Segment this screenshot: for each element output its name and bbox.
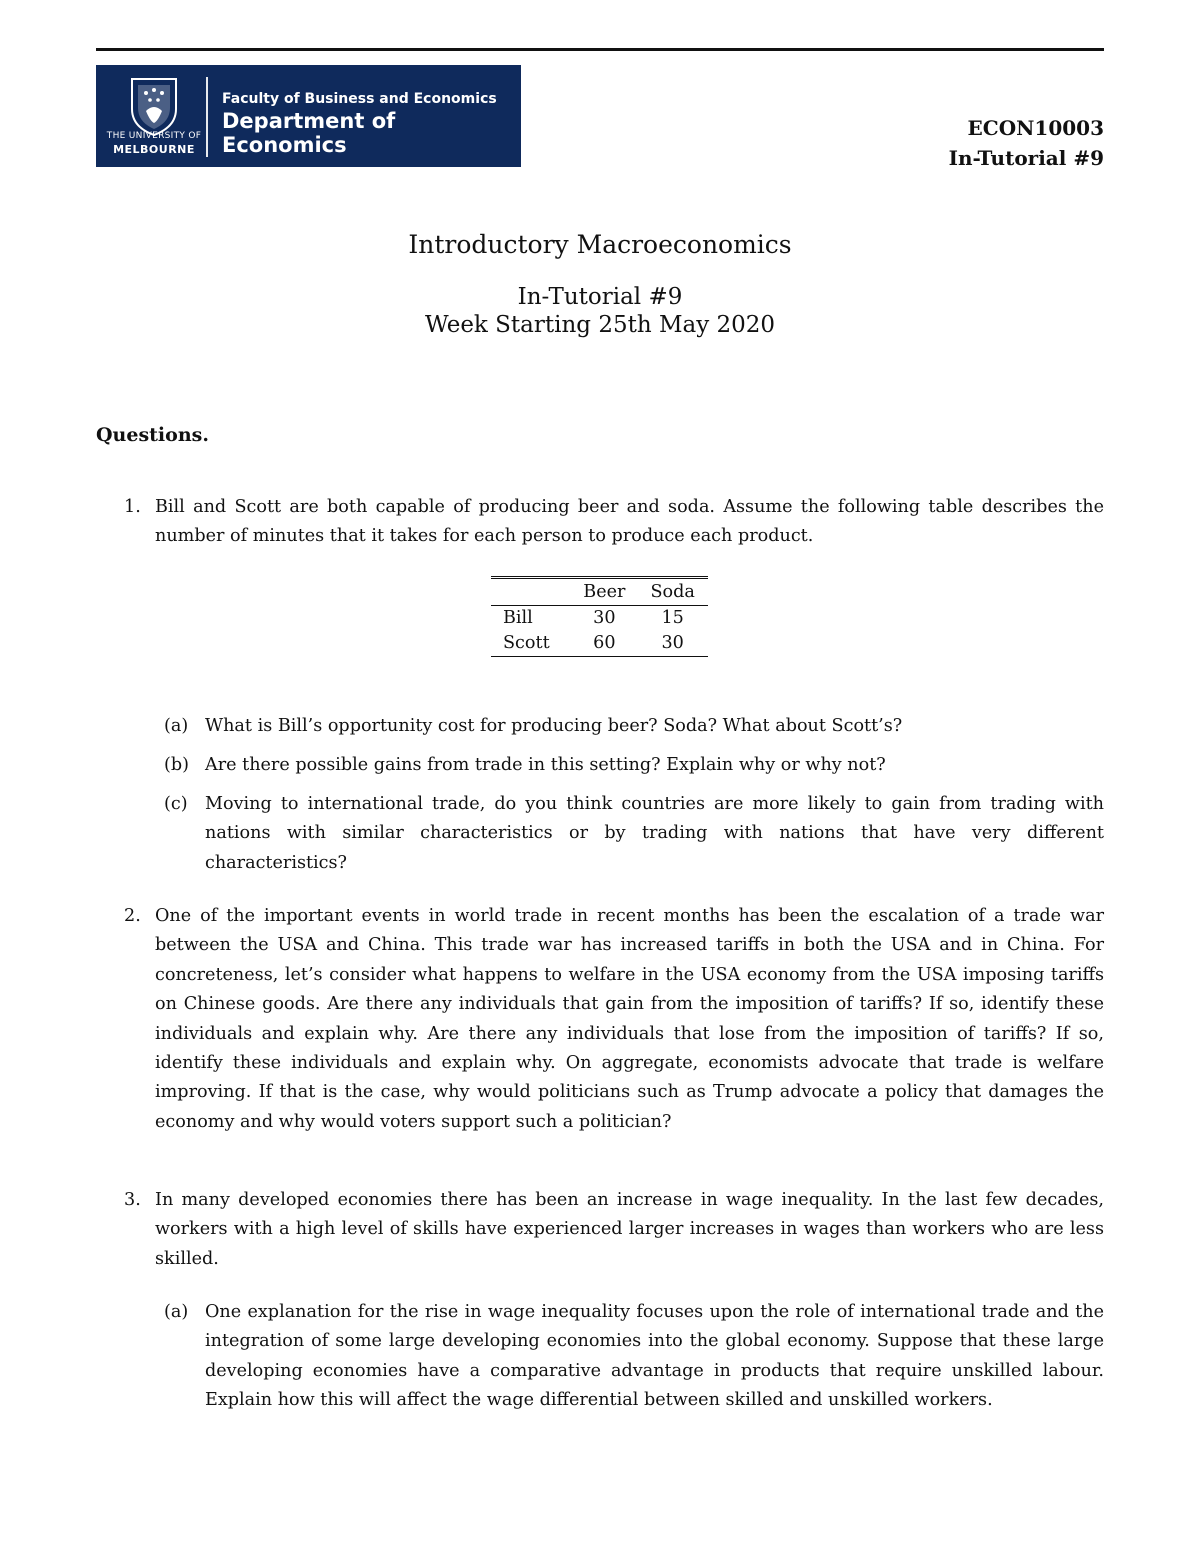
week-line: Week Starting 25th May 2020 — [424, 312, 776, 338]
tutorial-tag: In-Tutorial #9 — [948, 146, 1104, 170]
table-cell: 30 — [637, 631, 708, 657]
faculty-name: Faculty of Business and Economics — [222, 91, 497, 107]
table-header-cell: Beer — [571, 578, 637, 606]
part-text: Are there possible gains from trade in this setting? Explain why or why not? — [205, 755, 886, 775]
part-label: (a) — [164, 716, 189, 736]
logo-divider — [206, 77, 208, 157]
table-cell: 15 — [661, 608, 684, 628]
table-cell: 30 — [593, 608, 616, 628]
table-header-cell: Soda — [637, 578, 708, 606]
part-label: (a) — [164, 1302, 189, 1322]
question-number: 3. — [124, 1190, 141, 1210]
university-name-line2: MELBOURNE — [113, 143, 195, 156]
part-label: (b) — [164, 755, 189, 775]
question-text: Bill and Scott are both capable of producing beer and soda. Assume the following table describes the number of minutes that it takes for each person to produce each product. — [155, 497, 1104, 547]
table-cell: Bill — [503, 608, 533, 628]
questions-heading: Questions. — [96, 424, 209, 446]
document-subtitle: In-Tutorial #9 — [517, 284, 683, 310]
part-label: (c) — [164, 794, 188, 814]
table-row — [491, 606, 708, 632]
part-text: Moving to international trade, do you think countries are more likely to gain from trading with nations with similar characteristics or by trading with nations that have very different characteristics? — [205, 794, 1104, 873]
question-text: In many developed economies there has been an increase in wage inequality. In the last few decades, workers with a high level of skills have experienced larger increases in wages than workers who are less skilled. — [155, 1190, 1104, 1269]
table-cell: 60 — [571, 631, 637, 657]
question-text: One of the important events in world trade in recent months has been the escalation of a trade war between the USA and China. This trade war has increased tariffs in both the USA and in China. For concreteness, let’s consider what happens to welfare in the USA economy from the USA imposing tariffs on Chinese goods. Are there any individuals that gain from the imposition of tariffs? If so, identify these individuals and explain why. Are there any individuals that lose from the imposition of tariffs? If so, identify these individuals and explain why. On aggregate, economists advocate that trade is welfare improving. If that is the case, why would politicians such as Trump advocate a policy that damages the economy and why would voters support such a politician? — [155, 906, 1104, 1132]
department-name: Department of Economics — [222, 109, 396, 157]
table-cell: Scott — [491, 631, 571, 657]
part-text: What is Bill’s opportunity cost for producing beer? Soda? What about Scott’s? — [205, 716, 903, 736]
course-code: ECON10003 — [967, 116, 1104, 140]
part-text: One explanation for the rise in wage inequality focuses upon the role of international trade and the integration of some large developing economies into the global economy. Suppose that these large developing economies have a comparative advantage in products that require unskilled labour. Explain how this will affect the wage differential between skilled and unskilled workers. — [205, 1302, 1104, 1411]
table-header-cell — [491, 578, 571, 606]
university-logo — [96, 65, 521, 167]
question-number: 2. — [124, 906, 141, 926]
table-header-row — [491, 578, 708, 606]
question-number: 1. — [124, 497, 141, 517]
top-rule — [96, 48, 1104, 51]
university-name-line1: THE UNIVERSITY OF — [106, 131, 202, 141]
minutes-table — [491, 576, 708, 657]
table-row — [491, 631, 708, 657]
document-title: Introductory Macroeconomics — [408, 230, 792, 259]
